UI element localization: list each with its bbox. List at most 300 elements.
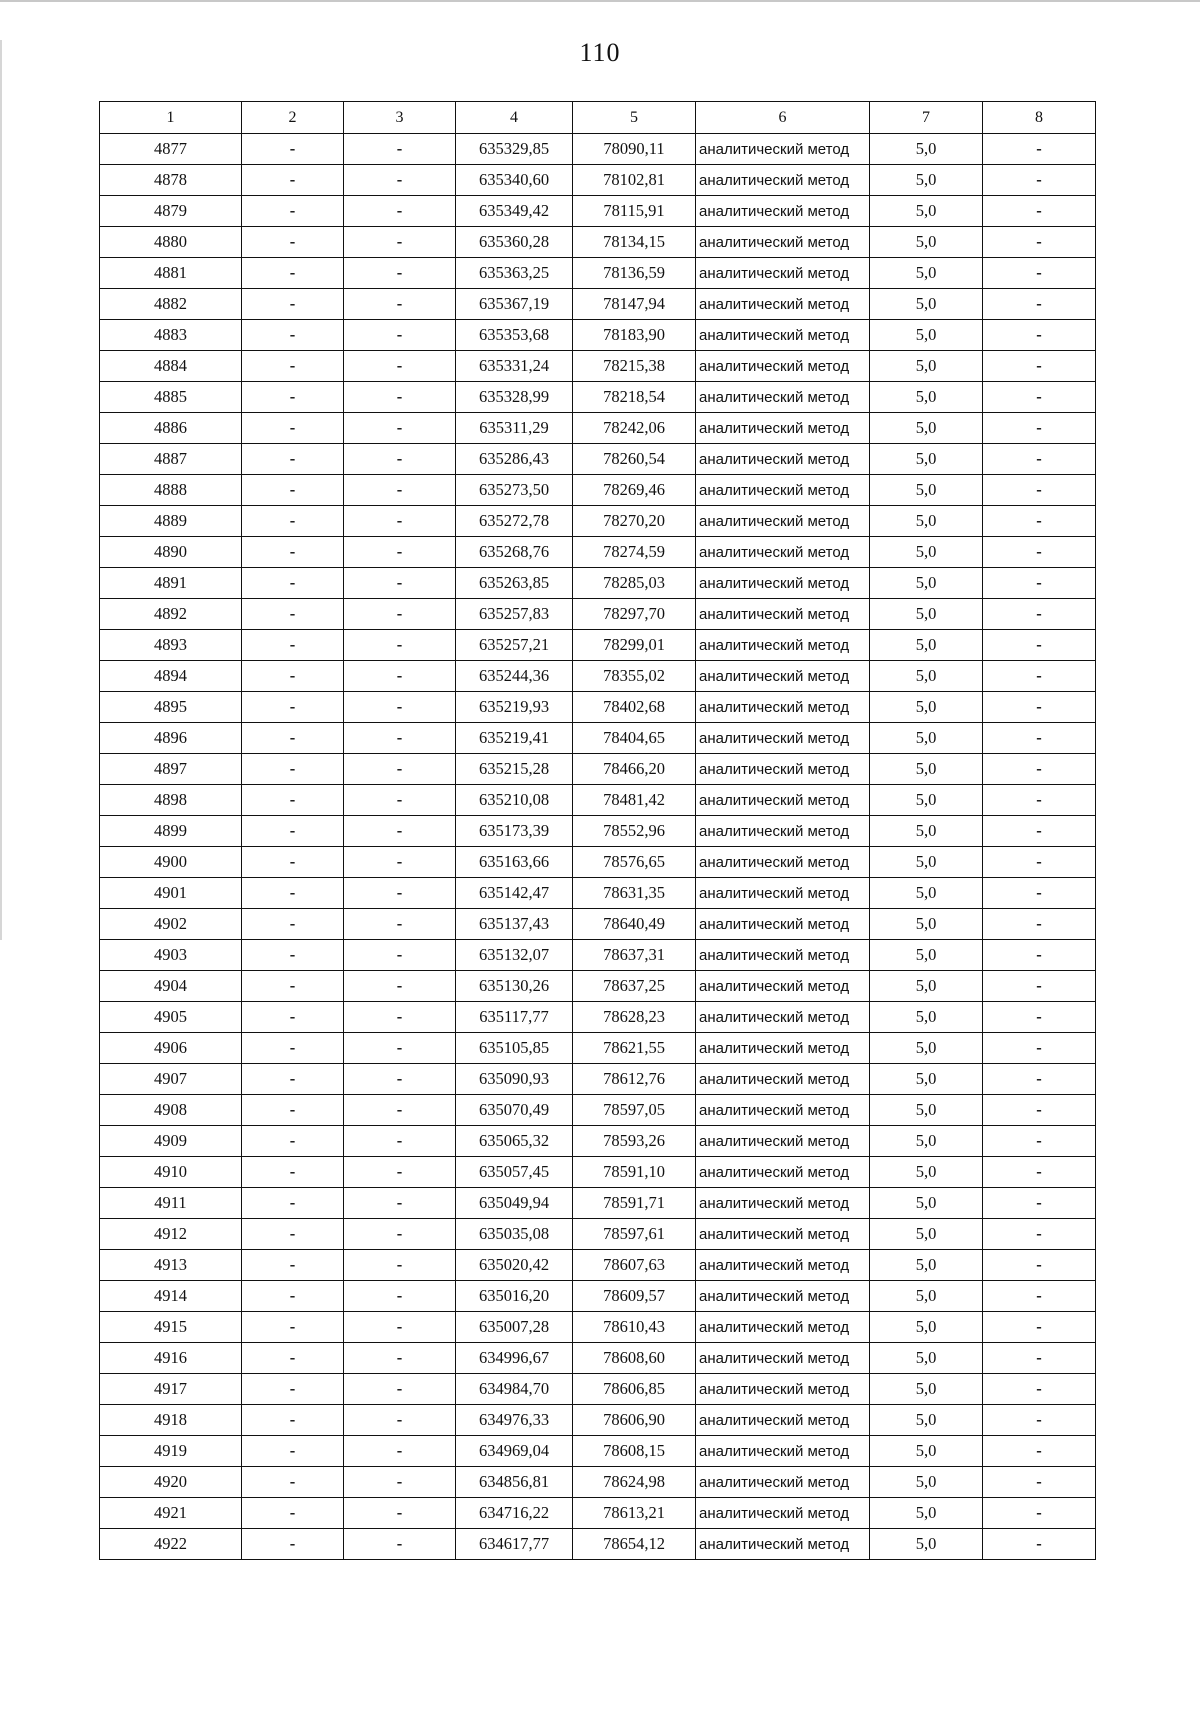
method-cell: аналитический метод [696, 1064, 870, 1095]
col-8-value-cell: - [983, 1250, 1096, 1281]
col-2-value-cell: - [242, 196, 344, 227]
col-8-value-cell: - [983, 134, 1096, 165]
point-number-cell: 4877 [100, 134, 242, 165]
accuracy-cell: 5,0 [870, 1405, 983, 1436]
header-cell-col-3: 3 [344, 102, 456, 134]
col-8-value-cell: - [983, 1281, 1096, 1312]
point-number-cell: 4914 [100, 1281, 242, 1312]
accuracy-cell: 5,0 [870, 630, 983, 661]
table-row [100, 382, 1096, 413]
point-number-cell: 4910 [100, 1157, 242, 1188]
col-2-value-cell: - [242, 1529, 344, 1560]
col-8-value-cell: - [983, 475, 1096, 506]
accuracy-cell: 5,0 [870, 909, 983, 940]
col-3-value-cell: - [344, 785, 456, 816]
method-cell: аналитический метод [696, 630, 870, 661]
x-coordinate-cell: 635360,28 [456, 227, 573, 258]
accuracy-cell: 5,0 [870, 413, 983, 444]
table-row [100, 909, 1096, 940]
x-coordinate-cell: 635340,60 [456, 165, 573, 196]
col-3-value-cell: - [344, 351, 456, 382]
point-number-cell: 4903 [100, 940, 242, 971]
col-2-value-cell: - [242, 289, 344, 320]
table-row [100, 289, 1096, 320]
accuracy-cell: 5,0 [870, 537, 983, 568]
col-2-value-cell: - [242, 1033, 344, 1064]
point-number-cell: 4918 [100, 1405, 242, 1436]
x-coordinate-cell: 635328,99 [456, 382, 573, 413]
header-cell-col-5: 5 [573, 102, 696, 134]
accuracy-cell: 5,0 [870, 723, 983, 754]
col-8-value-cell: - [983, 785, 1096, 816]
col-3-value-cell: - [344, 1436, 456, 1467]
accuracy-cell: 5,0 [870, 1188, 983, 1219]
col-3-value-cell: - [344, 320, 456, 351]
method-cell: аналитический метод [696, 382, 870, 413]
method-cell: аналитический метод [696, 1157, 870, 1188]
col-8-value-cell: - [983, 1405, 1096, 1436]
col-3-value-cell: - [344, 1033, 456, 1064]
y-coordinate-cell: 78102,81 [573, 165, 696, 196]
col-2-value-cell: - [242, 878, 344, 909]
x-coordinate-cell: 635065,32 [456, 1126, 573, 1157]
method-cell: аналитический метод [696, 1002, 870, 1033]
col-2-value-cell: - [242, 258, 344, 289]
table-row [100, 1374, 1096, 1405]
table-row [100, 1250, 1096, 1281]
table-row [100, 351, 1096, 382]
col-3-value-cell: - [344, 630, 456, 661]
x-coordinate-cell: 634617,77 [456, 1529, 573, 1560]
method-cell: аналитический метод [696, 1126, 870, 1157]
col-3-value-cell: - [344, 227, 456, 258]
col-2-value-cell: - [242, 1095, 344, 1126]
accuracy-cell: 5,0 [870, 289, 983, 320]
col-2-value-cell: - [242, 909, 344, 940]
point-number-cell: 4895 [100, 692, 242, 723]
y-coordinate-cell: 78466,20 [573, 754, 696, 785]
x-coordinate-cell: 635353,68 [456, 320, 573, 351]
col-8-value-cell: - [983, 661, 1096, 692]
y-coordinate-cell: 78136,59 [573, 258, 696, 289]
table-row [100, 1281, 1096, 1312]
col-2-value-cell: - [242, 1343, 344, 1374]
x-coordinate-cell: 635163,66 [456, 847, 573, 878]
y-coordinate-cell: 78285,03 [573, 568, 696, 599]
y-coordinate-cell: 78591,10 [573, 1157, 696, 1188]
col-8-value-cell: - [983, 1126, 1096, 1157]
accuracy-cell: 5,0 [870, 940, 983, 971]
point-number-cell: 4879 [100, 196, 242, 227]
header-cell-col-7: 7 [870, 102, 983, 134]
table-row [100, 1095, 1096, 1126]
table-row [100, 1157, 1096, 1188]
col-2-value-cell: - [242, 413, 344, 444]
accuracy-cell: 5,0 [870, 227, 983, 258]
method-cell: аналитический метод [696, 940, 870, 971]
accuracy-cell: 5,0 [870, 785, 983, 816]
y-coordinate-cell: 78631,35 [573, 878, 696, 909]
x-coordinate-cell: 635286,43 [456, 444, 573, 475]
col-8-value-cell: - [983, 1064, 1096, 1095]
col-8-value-cell: - [983, 940, 1096, 971]
col-8-value-cell: - [983, 289, 1096, 320]
point-number-cell: 4902 [100, 909, 242, 940]
col-8-value-cell: - [983, 878, 1096, 909]
col-8-value-cell: - [983, 444, 1096, 475]
header-cell-col-1: 1 [100, 102, 242, 134]
method-cell: аналитический метод [696, 847, 870, 878]
accuracy-cell: 5,0 [870, 754, 983, 785]
scan-left-edge [0, 40, 2, 940]
col-2-value-cell: - [242, 847, 344, 878]
table-row [100, 661, 1096, 692]
y-coordinate-cell: 78218,54 [573, 382, 696, 413]
table-row [100, 599, 1096, 630]
y-coordinate-cell: 78090,11 [573, 134, 696, 165]
method-cell: аналитический метод [696, 692, 870, 723]
table-row [100, 258, 1096, 289]
col-3-value-cell: - [344, 1343, 456, 1374]
col-2-value-cell: - [242, 816, 344, 847]
col-2-value-cell: - [242, 1312, 344, 1343]
table-row [100, 1126, 1096, 1157]
table-row [100, 1343, 1096, 1374]
col-2-value-cell: - [242, 630, 344, 661]
method-cell: аналитический метод [696, 134, 870, 165]
method-cell: аналитический метод [696, 258, 870, 289]
y-coordinate-cell: 78404,65 [573, 723, 696, 754]
table-row [100, 227, 1096, 258]
accuracy-cell: 5,0 [870, 847, 983, 878]
accuracy-cell: 5,0 [870, 1436, 983, 1467]
y-coordinate-cell: 78355,02 [573, 661, 696, 692]
y-coordinate-cell: 78606,85 [573, 1374, 696, 1405]
col-8-value-cell: - [983, 1188, 1096, 1219]
col-2-value-cell: - [242, 444, 344, 475]
x-coordinate-cell: 635173,39 [456, 816, 573, 847]
point-number-cell: 4888 [100, 475, 242, 506]
col-2-value-cell: - [242, 320, 344, 351]
point-number-cell: 4905 [100, 1002, 242, 1033]
col-8-value-cell: - [983, 1467, 1096, 1498]
x-coordinate-cell: 635272,78 [456, 506, 573, 537]
col-2-value-cell: - [242, 568, 344, 599]
point-number-cell: 4908 [100, 1095, 242, 1126]
method-cell: аналитический метод [696, 1281, 870, 1312]
table-row [100, 537, 1096, 568]
point-number-cell: 4897 [100, 754, 242, 785]
x-coordinate-cell: 635268,76 [456, 537, 573, 568]
x-coordinate-cell: 634856,81 [456, 1467, 573, 1498]
table-row [100, 692, 1096, 723]
col-2-value-cell: - [242, 1281, 344, 1312]
x-coordinate-cell: 634984,70 [456, 1374, 573, 1405]
header-cell-col-8: 8 [983, 102, 1096, 134]
y-coordinate-cell: 78606,90 [573, 1405, 696, 1436]
col-8-value-cell: - [983, 692, 1096, 723]
accuracy-cell: 5,0 [870, 1095, 983, 1126]
col-2-value-cell: - [242, 1498, 344, 1529]
method-cell: аналитический метод [696, 568, 870, 599]
method-cell: аналитический метод [696, 723, 870, 754]
col-8-value-cell: - [983, 382, 1096, 413]
table-row [100, 134, 1096, 165]
col-8-value-cell: - [983, 165, 1096, 196]
col-3-value-cell: - [344, 723, 456, 754]
table-body [100, 134, 1096, 1560]
y-coordinate-cell: 78613,21 [573, 1498, 696, 1529]
col-3-value-cell: - [344, 444, 456, 475]
col-2-value-cell: - [242, 692, 344, 723]
table-row [100, 1188, 1096, 1219]
y-coordinate-cell: 78637,25 [573, 971, 696, 1002]
col-3-value-cell: - [344, 413, 456, 444]
x-coordinate-cell: 635219,41 [456, 723, 573, 754]
accuracy-cell: 5,0 [870, 258, 983, 289]
col-8-value-cell: - [983, 847, 1096, 878]
point-number-cell: 4906 [100, 1033, 242, 1064]
accuracy-cell: 5,0 [870, 1064, 983, 1095]
table-row [100, 1498, 1096, 1529]
point-number-cell: 4889 [100, 506, 242, 537]
accuracy-cell: 5,0 [870, 599, 983, 630]
col-8-value-cell: - [983, 1033, 1096, 1064]
y-coordinate-cell: 78260,54 [573, 444, 696, 475]
col-3-value-cell: - [344, 1405, 456, 1436]
y-coordinate-cell: 78134,15 [573, 227, 696, 258]
point-number-cell: 4890 [100, 537, 242, 568]
coordinates-table [99, 101, 1096, 1560]
accuracy-cell: 5,0 [870, 661, 983, 692]
accuracy-cell: 5,0 [870, 475, 983, 506]
col-3-value-cell: - [344, 1281, 456, 1312]
method-cell: аналитический метод [696, 661, 870, 692]
col-8-value-cell: - [983, 258, 1096, 289]
method-cell: аналитический метод [696, 754, 870, 785]
x-coordinate-cell: 635363,25 [456, 258, 573, 289]
y-coordinate-cell: 78299,01 [573, 630, 696, 661]
method-cell: аналитический метод [696, 537, 870, 568]
table-row [100, 1529, 1096, 1560]
y-coordinate-cell: 78269,46 [573, 475, 696, 506]
method-cell: аналитический метод [696, 1529, 870, 1560]
col-2-value-cell: - [242, 1374, 344, 1405]
x-coordinate-cell: 634716,22 [456, 1498, 573, 1529]
col-3-value-cell: - [344, 1374, 456, 1405]
method-cell: аналитический метод [696, 444, 870, 475]
accuracy-cell: 5,0 [870, 165, 983, 196]
point-number-cell: 4921 [100, 1498, 242, 1529]
point-number-cell: 4899 [100, 816, 242, 847]
method-cell: аналитический метод [696, 878, 870, 909]
method-cell: аналитический метод [696, 1188, 870, 1219]
table-row [100, 506, 1096, 537]
y-coordinate-cell: 78147,94 [573, 289, 696, 320]
col-2-value-cell: - [242, 1157, 344, 1188]
point-number-cell: 4878 [100, 165, 242, 196]
y-coordinate-cell: 78274,59 [573, 537, 696, 568]
x-coordinate-cell: 635117,77 [456, 1002, 573, 1033]
y-coordinate-cell: 78609,57 [573, 1281, 696, 1312]
method-cell: аналитический метод [696, 1405, 870, 1436]
x-coordinate-cell: 635049,94 [456, 1188, 573, 1219]
col-3-value-cell: - [344, 258, 456, 289]
y-coordinate-cell: 78607,63 [573, 1250, 696, 1281]
y-coordinate-cell: 78624,98 [573, 1467, 696, 1498]
method-cell: аналитический метод [696, 1374, 870, 1405]
x-coordinate-cell: 635142,47 [456, 878, 573, 909]
x-coordinate-cell: 635367,19 [456, 289, 573, 320]
table-row [100, 1002, 1096, 1033]
accuracy-cell: 5,0 [870, 1467, 983, 1498]
y-coordinate-cell: 78402,68 [573, 692, 696, 723]
col-8-value-cell: - [983, 537, 1096, 568]
accuracy-cell: 5,0 [870, 1312, 983, 1343]
y-coordinate-cell: 78481,42 [573, 785, 696, 816]
col-2-value-cell: - [242, 537, 344, 568]
table-row [100, 1064, 1096, 1095]
point-number-cell: 4880 [100, 227, 242, 258]
method-cell: аналитический метод [696, 785, 870, 816]
table-row [100, 568, 1096, 599]
col-2-value-cell: - [242, 785, 344, 816]
table-row [100, 630, 1096, 661]
col-2-value-cell: - [242, 971, 344, 1002]
accuracy-cell: 5,0 [870, 568, 983, 599]
col-2-value-cell: - [242, 661, 344, 692]
x-coordinate-cell: 635311,29 [456, 413, 573, 444]
y-coordinate-cell: 78297,70 [573, 599, 696, 630]
table-row [100, 475, 1096, 506]
point-number-cell: 4911 [100, 1188, 242, 1219]
x-coordinate-cell: 635329,85 [456, 134, 573, 165]
table-row [100, 785, 1096, 816]
col-3-value-cell: - [344, 537, 456, 568]
x-coordinate-cell: 635016,20 [456, 1281, 573, 1312]
col-8-value-cell: - [983, 227, 1096, 258]
col-8-value-cell: - [983, 630, 1096, 661]
table-row [100, 320, 1096, 351]
x-coordinate-cell: 635132,07 [456, 940, 573, 971]
accuracy-cell: 5,0 [870, 878, 983, 909]
col-2-value-cell: - [242, 351, 344, 382]
x-coordinate-cell: 635057,45 [456, 1157, 573, 1188]
accuracy-cell: 5,0 [870, 1250, 983, 1281]
point-number-cell: 4915 [100, 1312, 242, 1343]
table-row [100, 1436, 1096, 1467]
table-header-row [100, 102, 1096, 134]
point-number-cell: 4912 [100, 1219, 242, 1250]
method-cell: аналитический метод [696, 816, 870, 847]
point-number-cell: 4904 [100, 971, 242, 1002]
col-3-value-cell: - [344, 196, 456, 227]
col-3-value-cell: - [344, 1498, 456, 1529]
y-coordinate-cell: 78621,55 [573, 1033, 696, 1064]
table-row [100, 1405, 1096, 1436]
x-coordinate-cell: 635130,26 [456, 971, 573, 1002]
method-cell: аналитический метод [696, 506, 870, 537]
col-3-value-cell: - [344, 1219, 456, 1250]
x-coordinate-cell: 635349,42 [456, 196, 573, 227]
header-cell-col-2: 2 [242, 102, 344, 134]
x-coordinate-cell: 634969,04 [456, 1436, 573, 1467]
header-cell-col-4: 4 [456, 102, 573, 134]
method-cell: аналитический метод [696, 909, 870, 940]
x-coordinate-cell: 635215,28 [456, 754, 573, 785]
accuracy-cell: 5,0 [870, 134, 983, 165]
y-coordinate-cell: 78654,12 [573, 1529, 696, 1560]
point-number-cell: 4913 [100, 1250, 242, 1281]
accuracy-cell: 5,0 [870, 1033, 983, 1064]
point-number-cell: 4896 [100, 723, 242, 754]
x-coordinate-cell: 634976,33 [456, 1405, 573, 1436]
method-cell: аналитический метод [696, 1343, 870, 1374]
point-number-cell: 4882 [100, 289, 242, 320]
col-8-value-cell: - [983, 971, 1096, 1002]
table-row [100, 1219, 1096, 1250]
col-2-value-cell: - [242, 1250, 344, 1281]
point-number-cell: 4900 [100, 847, 242, 878]
x-coordinate-cell: 635090,93 [456, 1064, 573, 1095]
x-coordinate-cell: 635105,85 [456, 1033, 573, 1064]
col-2-value-cell: - [242, 754, 344, 785]
col-2-value-cell: - [242, 940, 344, 971]
col-2-value-cell: - [242, 1126, 344, 1157]
col-2-value-cell: - [242, 1436, 344, 1467]
y-coordinate-cell: 78552,96 [573, 816, 696, 847]
col-8-value-cell: - [983, 320, 1096, 351]
y-coordinate-cell: 78270,20 [573, 506, 696, 537]
col-8-value-cell: - [983, 723, 1096, 754]
point-number-cell: 4881 [100, 258, 242, 289]
col-3-value-cell: - [344, 909, 456, 940]
col-8-value-cell: - [983, 1312, 1096, 1343]
y-coordinate-cell: 78597,05 [573, 1095, 696, 1126]
col-3-value-cell: - [344, 568, 456, 599]
accuracy-cell: 5,0 [870, 1498, 983, 1529]
y-coordinate-cell: 78591,71 [573, 1188, 696, 1219]
y-coordinate-cell: 78576,65 [573, 847, 696, 878]
col-3-value-cell: - [344, 661, 456, 692]
point-number-cell: 4891 [100, 568, 242, 599]
accuracy-cell: 5,0 [870, 444, 983, 475]
col-2-value-cell: - [242, 227, 344, 258]
x-coordinate-cell: 635007,28 [456, 1312, 573, 1343]
col-3-value-cell: - [344, 1157, 456, 1188]
col-3-value-cell: - [344, 1095, 456, 1126]
col-3-value-cell: - [344, 382, 456, 413]
col-2-value-cell: - [242, 134, 344, 165]
x-coordinate-cell: 635257,83 [456, 599, 573, 630]
accuracy-cell: 5,0 [870, 1281, 983, 1312]
col-3-value-cell: - [344, 1064, 456, 1095]
col-3-value-cell: - [344, 1312, 456, 1343]
method-cell: аналитический метод [696, 413, 870, 444]
accuracy-cell: 5,0 [870, 692, 983, 723]
table-row [100, 413, 1096, 444]
y-coordinate-cell: 78115,91 [573, 196, 696, 227]
point-number-cell: 4884 [100, 351, 242, 382]
method-cell: аналитический метод [696, 351, 870, 382]
point-number-cell: 4898 [100, 785, 242, 816]
col-3-value-cell: - [344, 506, 456, 537]
table-row [100, 971, 1096, 1002]
y-coordinate-cell: 78640,49 [573, 909, 696, 940]
col-8-value-cell: - [983, 1157, 1096, 1188]
table-row [100, 444, 1096, 475]
x-coordinate-cell: 635035,08 [456, 1219, 573, 1250]
